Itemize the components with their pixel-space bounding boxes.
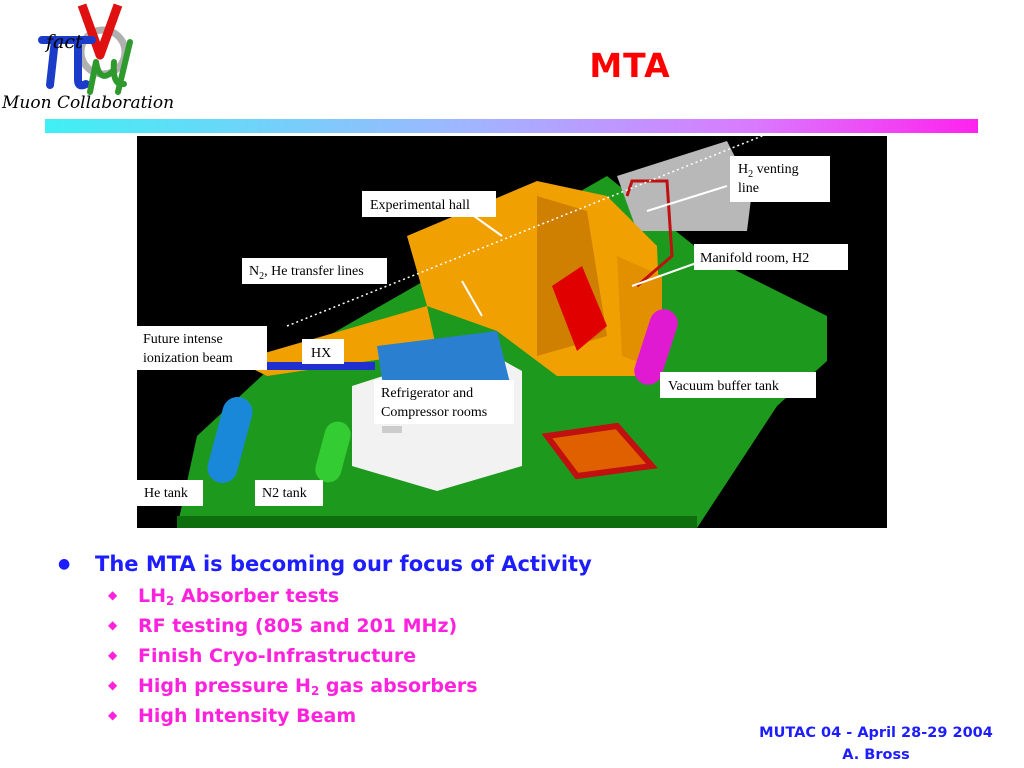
page-title: MTA xyxy=(589,46,671,85)
label-experimental-hall xyxy=(362,191,496,217)
svg-text:ionization beam: ionization beam xyxy=(143,351,233,366)
bullet-dot-icon: ● xyxy=(58,556,71,572)
footer xyxy=(736,722,1016,766)
svg-text:Future intense: Future intense xyxy=(143,332,223,347)
svg-text:N2 tank: N2 tank xyxy=(262,486,307,501)
label-hx xyxy=(302,339,344,364)
svg-text:line: line xyxy=(738,181,759,196)
footer-author: A. Bross xyxy=(842,747,910,763)
svg-text:Compressor rooms: Compressor rooms xyxy=(381,405,488,420)
footer-event: MUTAC 04 - April 28-29 2004 xyxy=(759,725,993,741)
diamond-bullet-icon: ◆ xyxy=(108,648,118,662)
svg-text:He tank: He tank xyxy=(144,486,188,501)
diamond-bullet-icon: ◆ xyxy=(108,618,118,632)
main-bullet-text: The MTA is becoming our focus of Activity xyxy=(95,552,592,576)
svg-text:N2, He transfer lines: $N_2$, He transfer lines xyxy=(249,264,364,282)
label-refrigerator-rooms xyxy=(374,380,514,424)
logo-caption: Muon Collaboration xyxy=(2,93,175,113)
label-vacuum-buffer-tank xyxy=(660,372,816,398)
svg-text:Manifold room, H2: Manifold room, H2 xyxy=(700,251,810,266)
label-h2-venting-line xyxy=(730,156,830,202)
diamond-bullet-icon: ◆ xyxy=(108,678,118,692)
label-n2-tank xyxy=(255,480,323,506)
diamond-bullet-icon: ◆ xyxy=(108,708,118,722)
logo-word: fact xyxy=(46,31,83,53)
label-n2-he-transfer-lines xyxy=(242,258,387,284)
label-manifold-room xyxy=(694,244,848,270)
title-divider-bar xyxy=(45,119,978,133)
svg-text:Vacuum buffer tank: Vacuum buffer tank xyxy=(668,379,779,394)
diamond-bullet-icon: ◆ xyxy=(108,588,118,602)
svg-text:Experimental hall: Experimental hall xyxy=(370,198,470,213)
mta-facility-diagram xyxy=(137,136,887,528)
svg-text:HX: HX xyxy=(311,346,332,361)
label-he-tank xyxy=(137,480,203,506)
svg-text:H2 venting: $H_2$ venting xyxy=(738,162,799,180)
svg-text:Refrigerator and: Refrigerator and xyxy=(381,386,474,401)
label-future-beam xyxy=(137,326,267,370)
